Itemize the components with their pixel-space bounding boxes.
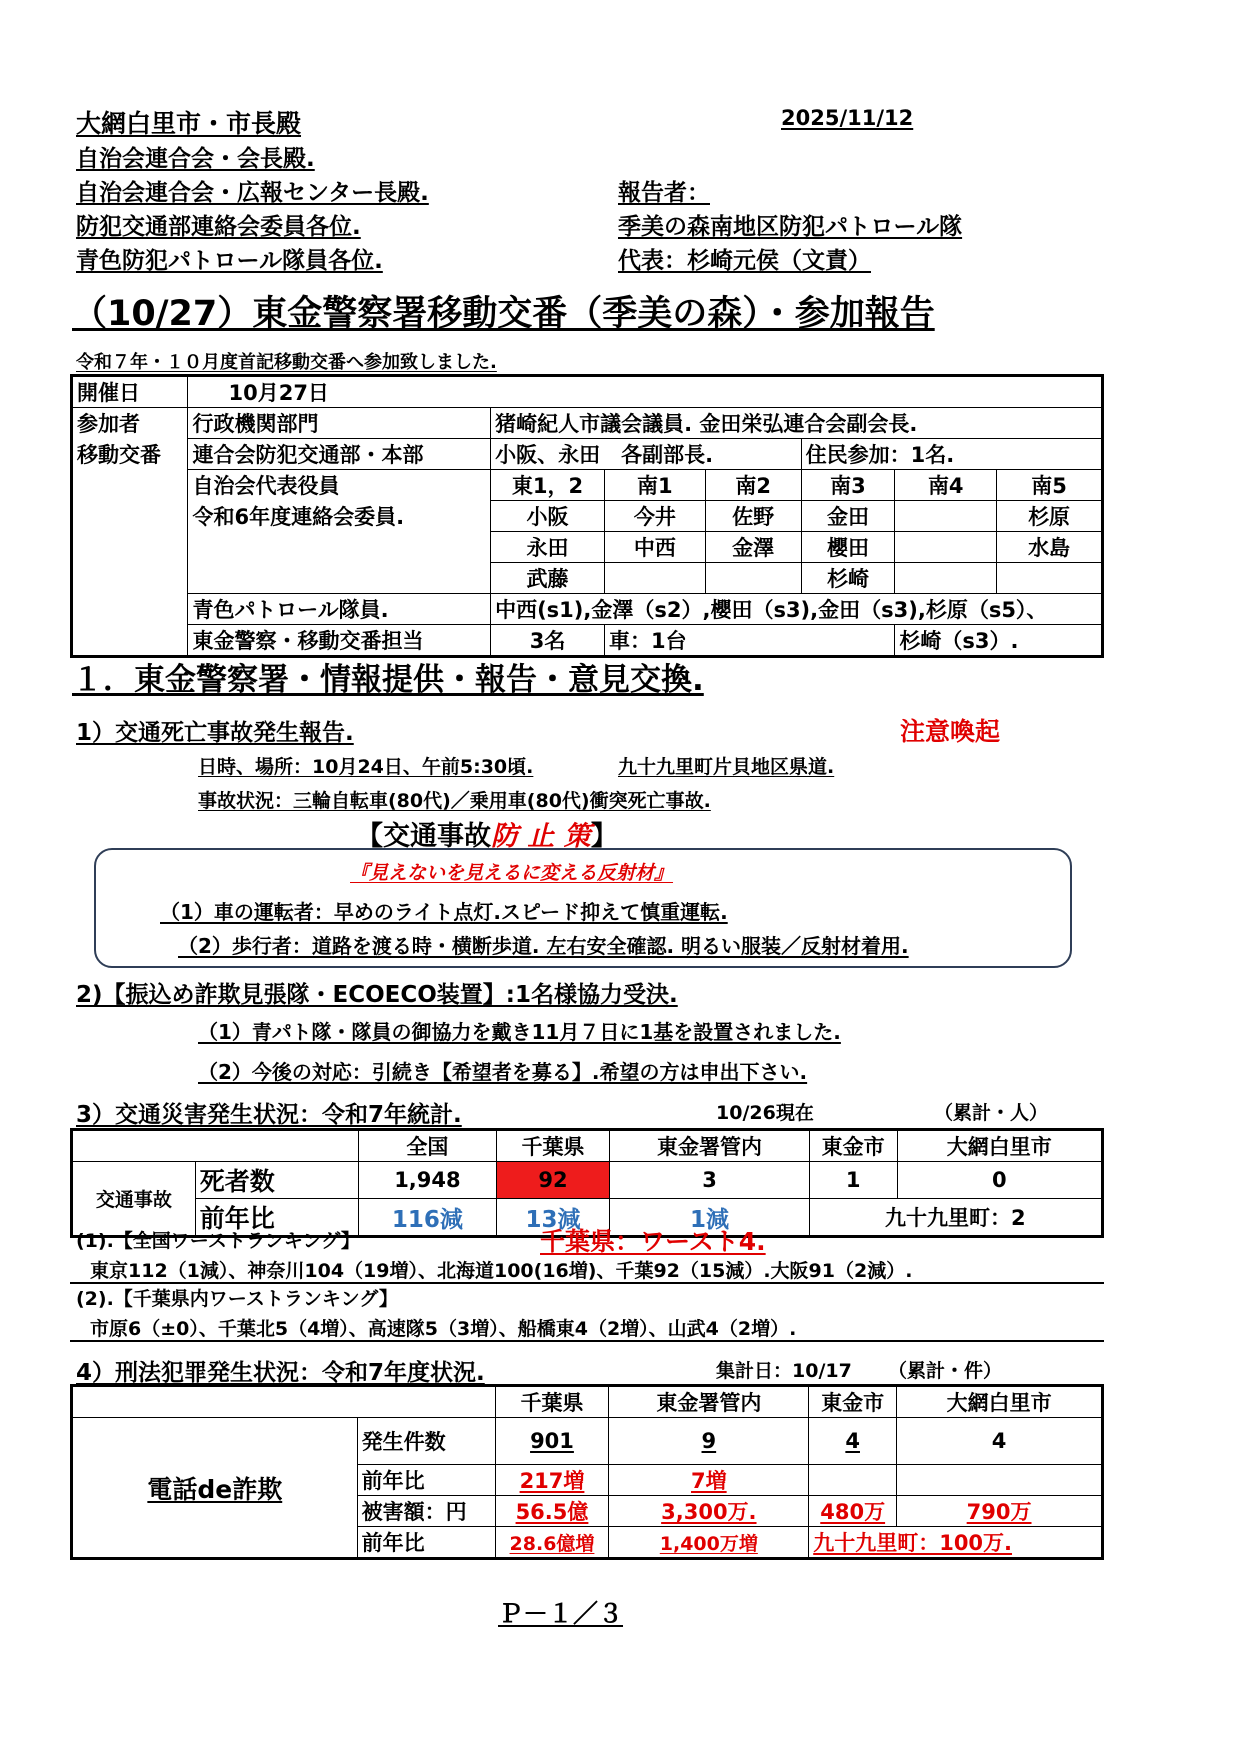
deaths-togane-station: 3 bbox=[610, 1162, 809, 1199]
page-title: （10/27）東金警察署移動交番（季美の森）・参加報告 bbox=[72, 294, 935, 334]
member-cell: 櫻田 bbox=[801, 532, 895, 563]
crime-header-togane-city: 東金市 bbox=[809, 1386, 897, 1418]
gov-value: 猪崎紀人市議会議員. 金田栄弘連合会副会長. bbox=[491, 408, 1103, 439]
committee-label: 令和6年度連絡会委員. bbox=[188, 501, 491, 532]
header-chiba: 千葉県 bbox=[496, 1130, 610, 1162]
member-cell bbox=[604, 563, 705, 594]
reporter-name: 代表：杉崎元侯（文責） bbox=[618, 248, 871, 274]
crime-header-togane-station: 東金署管内 bbox=[609, 1386, 809, 1418]
pref-ranking-title: (2).【千葉県内ワーストランキング】 bbox=[76, 1288, 398, 1310]
row-label-accidents: 交通事故 bbox=[72, 1162, 196, 1237]
divider bbox=[70, 1340, 1104, 1342]
member-cell: 金澤 bbox=[705, 532, 801, 563]
recipient-committee: 防犯交通部連絡会委員各位. bbox=[76, 214, 361, 240]
gov-label: 行政機関部門 bbox=[188, 408, 491, 439]
damage-togane-city: 480万 bbox=[809, 1496, 897, 1527]
member-cell: 今井 bbox=[604, 501, 705, 532]
s1-alert: 注意喚起 bbox=[900, 717, 1001, 746]
divider bbox=[70, 1282, 1104, 1284]
district-east: 東1，2 bbox=[491, 470, 605, 501]
member-cell: 武藤 bbox=[491, 563, 605, 594]
member-cell: 水島 bbox=[997, 532, 1103, 563]
member-cell bbox=[895, 563, 997, 594]
recipient-pr-center: 自治会連合会・広報センター長殿. bbox=[76, 180, 429, 206]
recipient-mayor: 大網白里市・市長殿 bbox=[76, 109, 302, 138]
cases-oamishirasato: 4 bbox=[897, 1418, 1103, 1465]
patrol-value-2: 杉崎（s3）. bbox=[895, 625, 1103, 657]
s2-title: 2)【振込め詐欺見張隊・ECOECO装置】:1名様協力受決. bbox=[76, 982, 678, 1008]
crime-header-oamishirasato: 大網白里市 bbox=[897, 1386, 1103, 1418]
member-cell: 杉原 bbox=[997, 501, 1103, 532]
district-south3: 南3 bbox=[801, 470, 895, 501]
header-national: 全国 bbox=[359, 1130, 497, 1162]
patrol-label: 青色パトロール隊員. bbox=[188, 594, 491, 625]
yoy-national: 116減 bbox=[359, 1199, 497, 1237]
member-cell: 永田 bbox=[491, 532, 605, 563]
participants-label: 参加者 bbox=[72, 408, 188, 439]
district-south1: 南1 bbox=[604, 470, 705, 501]
damage-oamishirasato: 790万 bbox=[897, 1496, 1103, 1527]
member-cell bbox=[895, 532, 997, 563]
date-value: 10月27日 bbox=[188, 376, 1103, 408]
cases-yoy-chiba: 217増 bbox=[495, 1465, 609, 1496]
damage-label: 被害額：円 bbox=[357, 1496, 495, 1527]
member-cell: 金田 bbox=[801, 501, 895, 532]
deaths-chiba: 92 bbox=[496, 1162, 610, 1199]
intro-text: 令和７年・１０月度首記移動交番へ参加致しました. bbox=[76, 352, 497, 373]
recipient-federation-chair: 自治会連合会・会長殿. bbox=[76, 146, 315, 172]
measures-emphasis: 防 止 策 bbox=[491, 821, 591, 852]
rep-label: 自治会代表役員 bbox=[188, 470, 491, 501]
page-number: Ｐ－１／３ bbox=[498, 1599, 624, 1628]
deaths-label: 死者数 bbox=[195, 1162, 358, 1199]
s1-datetime: 日時、場所：10月24日、午前5:30頃. bbox=[198, 756, 534, 778]
police-people: 3名 bbox=[491, 625, 605, 657]
police-cars: 車：1台 bbox=[604, 625, 894, 657]
yoy-togane-station: 1減 bbox=[610, 1199, 809, 1237]
member-cell: 小阪 bbox=[491, 501, 605, 532]
fraud-category: 電話de詐欺 bbox=[72, 1418, 358, 1559]
police-label: 東金警察・移動交番担当 bbox=[188, 625, 491, 657]
s3-title: 3）交通災害発生状況：令和7年統計. bbox=[76, 1102, 462, 1128]
deaths-togane-city: 1 bbox=[809, 1162, 897, 1199]
member-cell bbox=[997, 563, 1103, 594]
crime-title: 4）刑法犯罪発生状況：令和7年度状況. bbox=[76, 1360, 485, 1386]
reporter-label: 報告者： bbox=[618, 180, 710, 206]
national-ranking-list: 東京112（1減）、神奈川104（19増）、北海道100(16増)、千葉92（15減）.大阪91（2減）. bbox=[90, 1260, 913, 1282]
damage-chiba: 56.5億 bbox=[495, 1496, 609, 1527]
date-label: 開催日 bbox=[72, 376, 188, 408]
damage-yoy-togane-station: 1,400万増 bbox=[609, 1527, 809, 1559]
district-south2: 南2 bbox=[705, 470, 801, 501]
damage-yoy-kujukuri: 九十九里町：100万. bbox=[809, 1527, 1103, 1559]
federation-label: 連合会防犯交通部・本部 bbox=[188, 439, 491, 470]
crime-table bbox=[70, 1384, 1104, 1560]
cases-chiba: 901 bbox=[495, 1418, 609, 1465]
s1-situation: 事故状況：三輪自転車(80代)／乗用車(80代)衝突死亡事故. bbox=[198, 790, 711, 812]
recipient-patrol: 青色防犯パトロール隊員各位. bbox=[76, 248, 383, 274]
measures-open: 【交通事故 bbox=[356, 821, 491, 852]
reflector-title: 『見えないを見えるに変える反射材』 bbox=[350, 862, 674, 884]
damage-yoy-chiba: 28.6億増 bbox=[495, 1527, 609, 1559]
member-cell bbox=[895, 501, 997, 532]
s2-line1: （1）青パト隊・隊員の御協力を戴き11月７日に1基を設置されました. bbox=[198, 1020, 841, 1044]
crime-date: 集計日：10/17 bbox=[716, 1360, 852, 1382]
crime-unit: （累計・件） bbox=[888, 1360, 1003, 1382]
pref-ranking-list: 市原6（±0）、千葉北5（4増）、高速隊5（3増）、船橋東4（2増）、山武4（2増）. bbox=[90, 1318, 797, 1340]
deaths-oamishirasato: 0 bbox=[897, 1162, 1102, 1199]
cases-label: 発生件数 bbox=[357, 1418, 495, 1465]
measures-close: 】 bbox=[590, 821, 618, 852]
cases-togane-city: 4 bbox=[809, 1418, 897, 1465]
s1-place: 九十九里町片貝地区県道. bbox=[618, 756, 835, 778]
crime-header-chiba: 千葉県 bbox=[495, 1386, 609, 1418]
cases-yoy-label: 前年比 bbox=[357, 1465, 495, 1496]
kujukuri-deaths: 九十九里町：2 bbox=[809, 1199, 1102, 1237]
koban-label: 移動交番 bbox=[72, 439, 188, 470]
header-togane-city: 東金市 bbox=[809, 1130, 897, 1162]
report-date: 2025/11/12 bbox=[781, 106, 914, 130]
reporter-org: 季美の森南地区防犯パトロール隊 bbox=[618, 214, 963, 240]
header-togane-station: 東金署管内 bbox=[610, 1130, 809, 1162]
damage-yoy-label: 前年比 bbox=[357, 1527, 495, 1559]
national-ranking-title: (1).【全国ワーストランキング】 bbox=[76, 1230, 360, 1252]
member-cell bbox=[705, 563, 801, 594]
cases-yoy-togane-station: 7増 bbox=[609, 1465, 809, 1496]
participation-table bbox=[70, 374, 1104, 658]
yoy-label: 前年比 bbox=[195, 1199, 358, 1237]
member-cell: 杉崎 bbox=[801, 563, 895, 594]
deaths-national: 1,948 bbox=[359, 1162, 497, 1199]
section1-heading: １．東金警察署・情報提供・報告・意見交換. bbox=[72, 662, 704, 698]
header-oamishirasato: 大網白里市 bbox=[897, 1130, 1102, 1162]
chiba-worst: 千葉県：ワースト4. bbox=[540, 1227, 766, 1256]
yoy-chiba: 13減 bbox=[496, 1199, 610, 1237]
residents-value: 住民参加：1名. bbox=[801, 439, 1102, 470]
district-south4: 南4 bbox=[895, 470, 997, 501]
damage-togane-station: 3,300万. bbox=[609, 1496, 809, 1527]
cases-togane-station: 9 bbox=[609, 1418, 809, 1465]
pedestrian-advice: （2）歩行者：道路を渡る時・横断歩道. 左右安全確認. 明るい服装／反射材着用. bbox=[178, 934, 909, 958]
s1-title: 1）交通死亡事故発生報告. bbox=[76, 720, 354, 746]
member-cell: 中西 bbox=[604, 532, 705, 563]
s3-unit: （累計・人） bbox=[934, 1102, 1049, 1124]
driver-advice: （1）車の運転者：早めのライト点灯.スピード抑えて慎重運転. bbox=[160, 900, 728, 924]
federation-value: 小阪、永田 各副部長. bbox=[491, 439, 802, 470]
district-south5: 南5 bbox=[997, 470, 1103, 501]
member-cell: 佐野 bbox=[705, 501, 801, 532]
s3-asof: 10/26現在 bbox=[716, 1102, 814, 1124]
patrol-value: 中西(s1),金澤（s2）,櫻田（s3),金田（s3),杉原（s5）、 bbox=[491, 594, 1103, 625]
s2-line2: （2）今後の対応：引続き【希望者を募る】.希望の方は申出下さい. bbox=[198, 1060, 808, 1084]
